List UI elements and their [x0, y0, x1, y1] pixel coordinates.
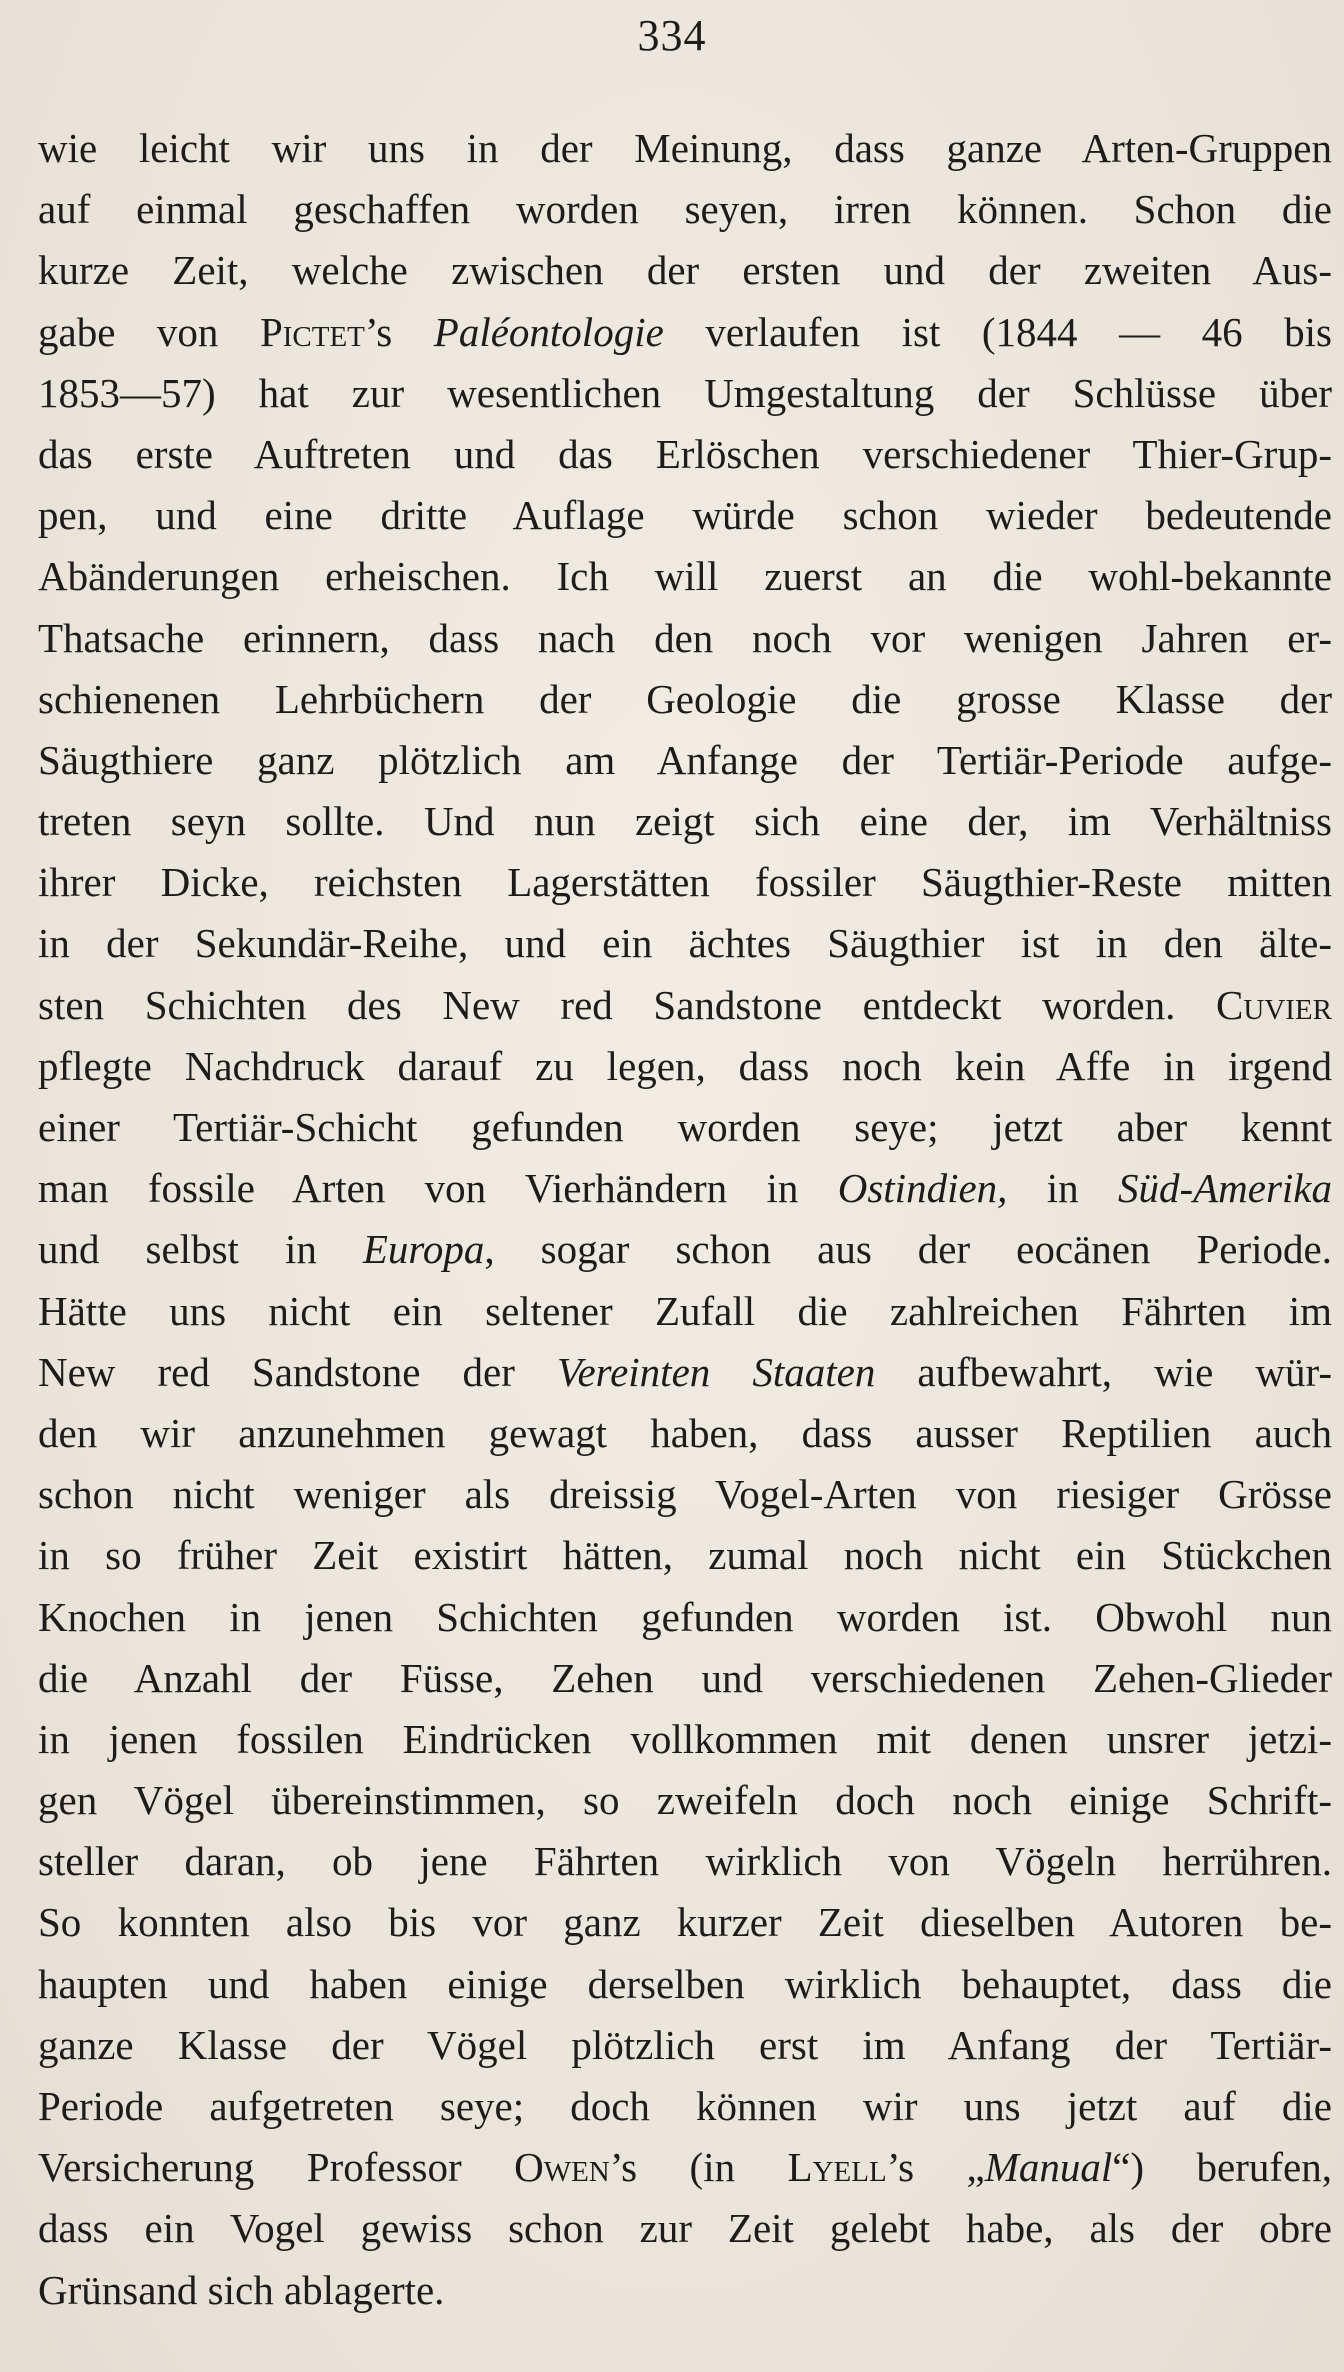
text-line	[38, 1464, 1332, 1525]
text-run: Hätte uns nicht ein seltener Zufall die zahlreichen Fährten im	[38, 1287, 1332, 1334]
text-run: in jenen fossilen Eindrücken vollkommen mit denen unsrer jetzi-	[38, 1715, 1332, 1762]
text-line	[38, 485, 1332, 546]
text-line	[38, 1587, 1332, 1648]
text-line	[38, 240, 1332, 301]
text-run: pen, und eine dritte Auflage würde schon wieder bedeutende	[38, 492, 1332, 539]
italic-text: Europa	[362, 1226, 485, 1273]
text-run: Thatsache erinnern, dass nach den noch vor wenigen Jahren er-	[38, 614, 1332, 661]
text-line	[38, 1831, 1332, 1892]
text-line	[38, 791, 1332, 852]
text-line	[38, 669, 1332, 730]
text-line	[38, 1281, 1332, 1342]
italic-text: Manual	[984, 2144, 1113, 2191]
text-line	[38, 2076, 1332, 2137]
text-line	[38, 1097, 1332, 1158]
text-line	[38, 1342, 1332, 1403]
text-run: pflegte Nachdruck darauf zu legen, dass noch kein Affe in irgend	[38, 1042, 1332, 1089]
text-line	[38, 1770, 1332, 1831]
text-run: aufbewahrt, wie wür-	[875, 1348, 1332, 1395]
text-run: steller daran, ob jene Fährten wirklich von Vögeln herrühren.	[38, 1838, 1332, 1885]
text-run: wie leicht wir uns in der Meinung, dass ganze Arten-Gruppen	[38, 125, 1332, 171]
text-line	[38, 424, 1332, 485]
italic-text: Ostindien,	[837, 1165, 1008, 1212]
text-line	[38, 1648, 1332, 1709]
text-line	[38, 179, 1332, 240]
small-caps-name: Cuvier	[1216, 981, 1332, 1028]
italic-text: Vereinten Staaten	[556, 1348, 876, 1395]
text-run: ’s	[364, 308, 434, 355]
text-line	[38, 608, 1332, 669]
text-run: in	[1007, 1165, 1118, 1212]
text-run: treten seyn sollte. Und nun zeigt sich eine der, im Verhältniss	[38, 798, 1332, 845]
small-caps-name: Owen	[514, 2144, 610, 2191]
text-line	[38, 302, 1332, 363]
text-line	[38, 546, 1332, 607]
text-line	[38, 1892, 1332, 1953]
text-run: sten Schichten des New red Sandstone entdeckt worden.	[38, 981, 1217, 1028]
text-run: das erste Auftreten und das Erlöschen verschiedener Thier-Grup-	[38, 430, 1332, 477]
small-caps-name: Pictet	[259, 308, 365, 355]
text-run: So konnten also bis vor ganz kurzer Zeit dieselben Autoren be-	[38, 1899, 1332, 1946]
text-run: haupten und haben einige derselben wirklich behauptet, dass die	[38, 1960, 1332, 2007]
text-line	[38, 1709, 1332, 1770]
text-run: schienenen Lehrbüchern der Geologie die grosse Klasse der	[38, 675, 1332, 722]
text-run: und selbst in	[38, 1226, 363, 1273]
text-run: man fossile Arten von Vierhändern in	[38, 1165, 838, 1212]
text-run: schon nicht weniger als dreissig Vogel-Arten von riesiger Grösse	[38, 1471, 1332, 1518]
text-run: , sogar schon aus der eocänen Periode.	[484, 1226, 1332, 1273]
text-run: gen Vögel übereinstimmen, so zweifeln doch noch einige Schrift-	[38, 1777, 1332, 1824]
text-run: auf einmal geschaffen worden seyen, irren können. Schon die	[38, 186, 1332, 233]
text-run: verlaufen ist (1844 — 46 bis	[663, 308, 1332, 355]
text-line	[38, 2137, 1332, 2198]
text-line	[38, 2260, 1332, 2321]
text-run: Grünsand sich ablagerte.	[38, 2266, 445, 2313]
text-line	[38, 913, 1332, 974]
text-run: einer Tertiär-Schicht gefunden worden seye; jetzt aber kennt	[38, 1104, 1332, 1150]
italic-text: Paléontologie	[433, 308, 664, 355]
text-run: “) berufen,	[1112, 2144, 1332, 2191]
text-run: Periode aufgetreten seye; doch können wir uns jetzt auf die	[38, 2083, 1332, 2129]
text-line	[38, 2198, 1332, 2259]
text-run: ganze Klasse der Vögel plötzlich erst im Anfang der Tertiär-	[38, 2021, 1332, 2068]
text-run: ihrer Dicke, reichsten Lagerstätten fossiler Säugthier-Reste mitten	[38, 859, 1332, 906]
text-run: Säugthiere ganz plötzlich am Anfange der Tertiär-Periode aufge-	[38, 736, 1332, 783]
text-line	[38, 852, 1332, 913]
text-run: Knochen in jenen Schichten gefunden worden ist. Obwohl nun	[38, 1593, 1332, 1640]
text-run: gabe von	[38, 308, 260, 355]
text-line	[38, 363, 1332, 424]
text-run: in so früher Zeit existirt hätten, zumal noch nicht ein Stückchen	[38, 1532, 1332, 1579]
text-run: die Anzahl der Füsse, Zehen und verschiedenen Zehen-Glieder	[38, 1654, 1332, 1701]
text-line	[38, 1158, 1332, 1219]
italic-text: Süd-Amerika	[1117, 1165, 1332, 1212]
text-run: 1853—57) hat zur wesentlichen Umgestaltung der Schlüsse über	[38, 369, 1332, 416]
text-run: in der Sekundär-Reihe, und ein ächtes Säugthier ist in den älte-	[38, 920, 1332, 967]
page-number: 334	[637, 11, 707, 60]
body-text	[38, 118, 1332, 2321]
text-run: Abänderungen erheischen. Ich will zuerst an die wohl-bekannte	[38, 553, 1332, 600]
text-line	[38, 118, 1332, 179]
text-run: ’s „	[886, 2144, 985, 2191]
text-line	[38, 975, 1332, 1036]
text-run: dass ein Vogel gewiss schon zur Zeit gelebt habe, als der obre	[38, 2205, 1332, 2252]
text-run: den wir anzunehmen gewagt haben, dass ausser Reptilien auch	[38, 1409, 1332, 1456]
text-run: kurze Zeit, welche zwischen der ersten und der zweiten Aus-	[38, 247, 1332, 294]
text-line	[38, 1219, 1332, 1280]
text-run: ’s (in	[609, 2144, 788, 2191]
text-line	[38, 1954, 1332, 2015]
text-line	[38, 2015, 1332, 2076]
small-caps-name: Lyell	[787, 2144, 887, 2191]
text-run: Versicherung Professor	[38, 2144, 515, 2191]
text-run: New red Sandstone der	[38, 1348, 557, 1395]
text-line	[38, 1036, 1332, 1097]
text-line	[38, 730, 1332, 791]
text-line	[38, 1403, 1332, 1464]
text-line	[38, 1525, 1332, 1586]
